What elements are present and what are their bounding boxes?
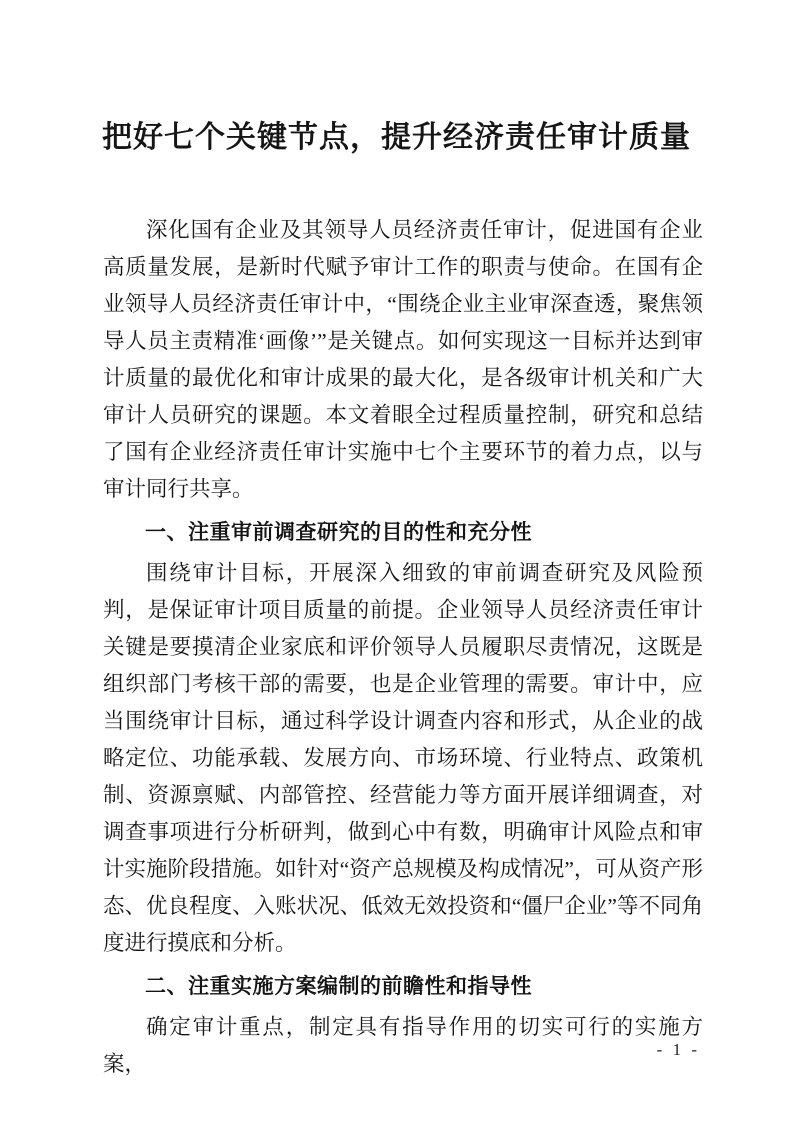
paragraph-section-1: 围绕审计目标，开展深入细致的审前调查研究及风险预判，是保证审计项目质量的前提。企业领导人员经济责任审计关键是要摸清企业家底和评价领导人员履职尽责情况，这既是组织部门考核干部的需要，也是企业管理的需要。审计中，应当围绕审计目标，通过科学设计调查内容和形式，从企业的战略定位、功能承载、发展方向、市场环境、行业特点、政策机制、资源禀赋、内部管控、经营能力等方面开展详细调查，对调查事项进行分析研判，做到心中有数，明确审计风险点和审计实施阶段措施。如针对“资产总规模及构成情况”，可从资产形态、优良程度、入账状况、低效无效投资和“僵尸企业”等不同角度进行摸底和分析。: [103, 561, 703, 955]
document-title: 把好七个关键节点，提升经济责任审计质量: [102, 121, 691, 154]
paragraph-section-2: 确定审计重点，制定具有指导作用的切实可行的实施方案，: [103, 1015, 703, 1076]
section-heading-2: 二、注重实施方案编制的前瞻性和指导性: [145, 975, 532, 998]
page-number: - 1 -: [656, 1040, 700, 1059]
section-heading-1: 一、注重审前调查研究的目的性和充分性: [145, 521, 532, 544]
document-body: [103, 212, 703, 1083]
paragraph-intro: 深化国有企业及其领导人员经济责任审计，促进国有企业高质量发展，是新时代赋予审计工作的职责与使命。在国有企业领导人员经济责任审计中，“围绕企业主业审深查透，聚焦领导人员主责精准‘画像’”是关键点。如何实现这一目标并达到审计质量的最优化和审计成果的最大化，是各级审计机关和广大审计人员研究的课题。本文着眼全过程质量控制，研究和总结了国有企业经济责任审计实施中七个主要环节的着力点，以与审计同行共享。: [103, 218, 703, 501]
